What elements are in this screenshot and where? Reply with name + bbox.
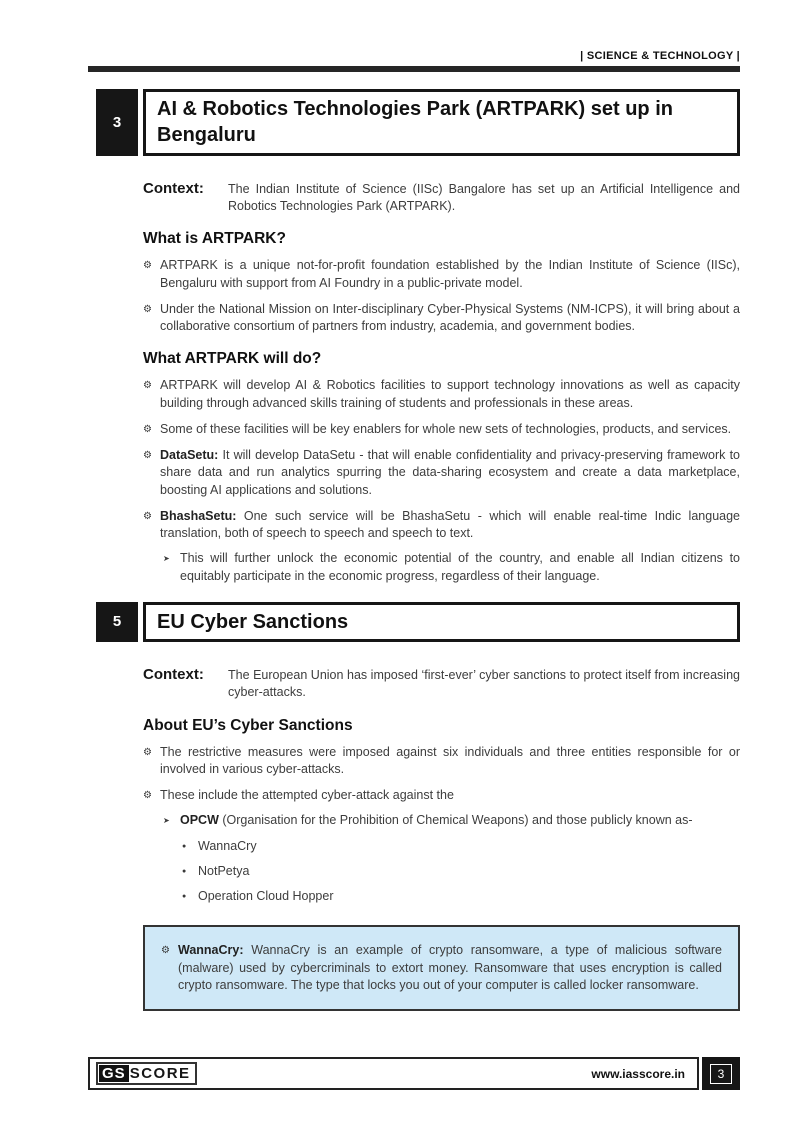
arrow-bullet-icon: ➤ bbox=[163, 554, 170, 564]
gear-bullet-icon: ⚙ bbox=[143, 510, 152, 522]
bullet-item bbox=[143, 257, 740, 292]
bullet-text: Some of these facilities will be key enablers for whole new sets of technologies, products, and services. bbox=[160, 421, 732, 436]
section-title: EU Cyber Sanctions bbox=[157, 610, 349, 633]
bullet-text: These include the attempted cyber-attack against the bbox=[160, 788, 454, 803]
sub-bullet-item bbox=[163, 550, 740, 585]
info-callout-box bbox=[143, 925, 740, 1011]
list-item-text: Operation Cloud Hopper bbox=[198, 889, 334, 904]
page-footer bbox=[88, 1057, 740, 1090]
subsection-heading: What is ARTPARK? bbox=[143, 230, 286, 248]
section-header-artpark bbox=[96, 89, 740, 156]
list-item bbox=[182, 838, 740, 855]
context-text: The Indian Institute of Science (IISc) Bangalore has set up an Artificial Intelligence and Robotics Technologies Park (ARTPARK). bbox=[228, 181, 740, 214]
footer-bar bbox=[88, 1057, 699, 1090]
section-title: AI & Robotics Technologies Park (ARTPARK) set up in Bengaluru bbox=[157, 98, 673, 147]
bullet-item bbox=[161, 942, 722, 994]
section-number-badge: 3 bbox=[96, 89, 138, 156]
gear-bullet-icon: ⚙ bbox=[143, 260, 152, 272]
header-rule bbox=[88, 66, 740, 72]
dot-bullet-icon: ● bbox=[182, 893, 187, 901]
subsection-heading: What ARTPARK will do? bbox=[143, 350, 322, 368]
bullet-text: DataSetu: It will develop DataSetu - that will enable confidentiality and privacy-preserving framework to share data and run analytics spurring the data-sharing ecosystem and create a data marketplace, boosting AI applications and solutions. bbox=[160, 448, 740, 497]
bullet-text: The restrictive measures were imposed against six individuals and three entities responsible for or involved in various cyber-attacks. bbox=[160, 744, 740, 776]
section-number-badge: 5 bbox=[96, 602, 138, 642]
dot-bullet-icon: ● bbox=[182, 867, 187, 875]
context-label: Context: bbox=[143, 666, 204, 684]
bullet-text: ARTPARK is a unique not-for-profit foundation established by the Indian Institute of Science (IISc), Bengaluru with support from AI Foundry in a public-private model. bbox=[160, 258, 740, 290]
gear-bullet-icon: ⚙ bbox=[161, 945, 170, 957]
context-text: The European Union has imposed ‘first-ever’ cyber sanctions to protect itself from increasing cyber-attacks. bbox=[228, 668, 740, 700]
dot-bullet-icon: ● bbox=[182, 842, 187, 850]
page-header-label: | SCIENCE & TECHNOLOGY | bbox=[580, 50, 740, 62]
bullet-item bbox=[143, 744, 740, 779]
infobox-text: WannaCry: WannaCry is an example of crypto ransomware, a type of malicious software (malware) used by cybercriminals to extort money. Ransomware that uses encryption is called crypto ransomware. The type that locks you out of your computer is called locker ransomware. bbox=[178, 943, 722, 992]
list-item bbox=[182, 888, 740, 905]
bullet-item bbox=[143, 301, 740, 336]
bullet-item bbox=[143, 421, 740, 438]
bullet-item bbox=[143, 508, 740, 543]
gear-bullet-icon: ⚙ bbox=[143, 790, 152, 802]
bullet-text: Under the National Mission on Inter-disciplinary Cyber-Physical Systems (NM-ICPS), it will bring about a collaborative consortium of partners from industry, academia, and government bodies. bbox=[160, 301, 740, 334]
arrow-bullet-icon: ➤ bbox=[163, 816, 170, 826]
page-number-box bbox=[702, 1057, 740, 1090]
gear-bullet-icon: ⚙ bbox=[143, 423, 152, 435]
page-number: 3 bbox=[710, 1064, 733, 1084]
section-title-box bbox=[143, 89, 740, 156]
subsection-heading: About EU’s Cyber Sanctions bbox=[143, 716, 353, 734]
context-row bbox=[143, 666, 740, 702]
bullet-text: BhashaSetu: One such service will be BhashaSetu - which will enable real-time Indic language translation, both of speech to speech and speech to text. bbox=[160, 508, 740, 541]
gear-bullet-icon: ⚙ bbox=[143, 450, 152, 462]
gsscore-logo bbox=[96, 1062, 197, 1085]
sub-bullet-item bbox=[163, 812, 740, 829]
sub-bullet-text: OPCW (Organisation for the Prohibition of Chemical Weapons) and those publicly known as- bbox=[180, 813, 693, 828]
section-title-box bbox=[143, 602, 740, 642]
bullet-text: ARTPARK will develop AI & Robotics facilities to support technology innovations as well as capacity building through advanced skills training of students and professionals in these areas. bbox=[160, 378, 740, 410]
logo-gs-block: GS bbox=[99, 1065, 129, 1082]
list-item bbox=[182, 863, 740, 880]
logo-score-text: SCORE bbox=[129, 1065, 191, 1082]
website-link[interactable]: www.iasscore.in bbox=[591, 1066, 685, 1081]
bullet-item bbox=[143, 377, 740, 412]
context-row bbox=[143, 180, 740, 216]
list-item-text: WannaCry bbox=[198, 838, 257, 853]
sub-bullet-text: This will further unlock the economic potential of the country, and enable all Indian citizens to equitably participate in the economic progress, regardless of their language. bbox=[180, 551, 740, 583]
list-item-text: NotPetya bbox=[198, 863, 250, 878]
bullet-item bbox=[143, 787, 740, 804]
bullet-item bbox=[143, 447, 740, 499]
gear-bullet-icon: ⚙ bbox=[143, 380, 152, 392]
gear-bullet-icon: ⚙ bbox=[143, 303, 152, 315]
context-label: Context: bbox=[143, 179, 204, 197]
section-header-eu-cyber bbox=[96, 602, 740, 642]
gear-bullet-icon: ⚙ bbox=[143, 746, 152, 758]
